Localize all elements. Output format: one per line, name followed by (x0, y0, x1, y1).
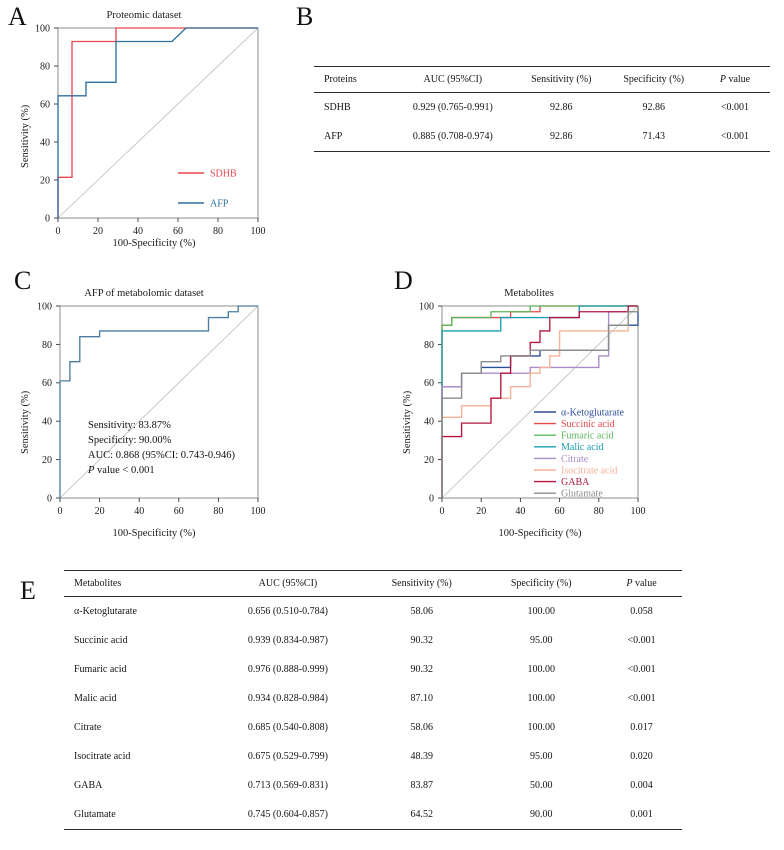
cell-auc: 0.885 (0.708-0.974) (412, 131, 493, 142)
cell-specificity: 100.00 (527, 664, 555, 675)
cell-sensitivity: 92.86 (550, 131, 573, 142)
y-axis-tick-label: 40 (40, 137, 50, 149)
x-axis-tick-label: 20 (94, 506, 105, 517)
x-axis-tick-label: 80 (593, 506, 604, 517)
table-row (64, 626, 682, 655)
cell-sensitivity: 90.32 (410, 664, 433, 675)
col-header-specificity: Specificity (%) (510, 578, 572, 589)
cell-p-value: 0.058 (630, 606, 653, 617)
cell-p-value: 0.001 (630, 809, 653, 820)
cell-specificity: 92.86 (642, 102, 665, 113)
cell-metabolite-name: Citrate (74, 722, 102, 733)
y-axis-tick-label: 60 (40, 99, 50, 111)
cell-specificity: 95.00 (529, 751, 553, 762)
y-axis-tick-label: 60 (42, 378, 52, 390)
cell-auc: 0.976 (0.888-0.999) (247, 664, 328, 675)
cell-auc: 0.939 (0.834-0.987) (247, 635, 328, 646)
legend-label-malic-acid: Malic acid (561, 442, 604, 454)
cell-p-value: <0.001 (720, 102, 750, 113)
x-axis-tick-label: 0 (55, 226, 61, 237)
table-header-row (64, 571, 682, 597)
panel-c-roc-chart (14, 286, 274, 546)
cell-sensitivity: 92.86 (550, 102, 573, 113)
cell-metabolite-name: Isocitrate acid (74, 751, 131, 762)
cell-specificity: 100.00 (527, 693, 555, 704)
col-header-sensitivity: Sensitivity (%) (531, 74, 592, 85)
panel-c-annotation-line: Sensitivity: 83.87% (88, 420, 171, 431)
table-row (64, 713, 682, 742)
x-axis-tick-label: 60 (173, 226, 183, 237)
table-bottom-rule (314, 152, 770, 153)
cell-sensitivity: 83.87 (410, 780, 433, 791)
y-axis-tick-label: 0 (47, 493, 52, 505)
cell-sensitivity: 64.52 (410, 809, 433, 820)
cell-sensitivity: 90.32 (410, 635, 433, 646)
panel-a-svg (14, 8, 274, 258)
table-row (64, 800, 682, 830)
table-row (64, 771, 682, 800)
x-axis-tick-label: 40 (515, 506, 526, 517)
panel-d-y-axis-label: Sensitivity (%) (402, 390, 413, 454)
cell-specificity: 50.00 (529, 780, 553, 791)
table-header-row (314, 67, 770, 93)
legend-label-gaba: GABA (561, 477, 590, 488)
cell-specificity: 71.43 (642, 131, 665, 142)
panel-c-y-axis-label: Sensitivity (%) (20, 390, 31, 454)
cell-specificity: 100.00 (527, 606, 555, 617)
table-row (64, 684, 682, 713)
col-header-p-value: P value (719, 74, 751, 85)
col-header-auc: AUC (95%CI) (258, 578, 318, 589)
cell-auc: 0.675 (0.529-0.799) (247, 751, 328, 762)
panel-c-annotation-line: Specificity: 90.00% (88, 435, 172, 446)
reference-diagonal (58, 28, 258, 218)
table-row (64, 655, 682, 684)
panel-d-title: Metabolites (504, 288, 554, 299)
legend-label-sdhb: SDHB (210, 168, 237, 180)
panel-d-svg (394, 286, 664, 546)
panel-letter-a: A (8, 2, 27, 31)
x-axis-tick-label: 40 (134, 506, 145, 517)
x-axis-tick-label: 60 (554, 506, 565, 517)
cell-metabolite-name: Fumaric acid (74, 664, 127, 675)
legend-label-afp: AFP (210, 198, 229, 210)
cell-auc: 0.656 (0.510-0.784) (247, 606, 328, 617)
panel-letter-b: B (296, 2, 314, 31)
cell-sensitivity: 58.06 (410, 722, 433, 733)
y-axis-tick-label: 100 (419, 301, 434, 313)
cell-p-value: 0.017 (630, 722, 653, 733)
panel-d-x-axis-label: 100-Specificity (%) (498, 528, 582, 539)
cell-p-value: <0.001 (627, 664, 656, 675)
cell-auc: 0.934 (0.828-0.984) (247, 693, 328, 704)
cell-protein-name: AFP (324, 131, 343, 142)
panel-a-x-axis-label: 100-Specificity (%) (112, 238, 196, 249)
y-axis-tick-label: 20 (42, 455, 52, 466)
x-axis-tick-label: 0 (57, 506, 63, 517)
cell-specificity: 90.00 (529, 809, 553, 820)
cell-specificity: 100.00 (527, 722, 555, 733)
x-axis-tick-label: 60 (173, 506, 184, 517)
x-axis-tick-label: 40 (133, 226, 143, 237)
legend-label-citrate: Citrate (561, 453, 589, 465)
y-axis-tick-label: 20 (40, 175, 50, 187)
legend-label-succinic-acid: Succinic acid (561, 419, 615, 430)
y-axis-tick-label: 80 (42, 339, 52, 351)
cell-sensitivity: 48.39 (410, 751, 433, 762)
y-axis-tick-label: 60 (424, 378, 434, 390)
y-axis-tick-label: 80 (40, 61, 50, 73)
panel-letter-c: C (14, 266, 32, 295)
table-row (314, 93, 770, 123)
panel-d-roc-chart (394, 286, 664, 546)
panel-a-roc-chart (14, 8, 274, 258)
cell-metabolite-name: GABA (74, 780, 103, 791)
y-axis-tick-label: 40 (42, 416, 52, 428)
x-axis-tick-label: 0 (439, 506, 445, 517)
col-header-proteins: Proteins (324, 74, 357, 85)
x-axis-tick-label: 100 (630, 506, 646, 517)
y-axis-tick-label: 0 (429, 493, 434, 505)
panel-b-table (314, 66, 770, 152)
panel-e-table-body (64, 597, 682, 830)
legend-label-fumaric-acid: Fumaric acid (561, 430, 614, 442)
panel-a-title: Proteomic dataset (106, 10, 182, 21)
panel-c-svg (14, 286, 274, 546)
col-header-sensitivity: Sensitivity (%) (391, 578, 452, 589)
panel-c-annotation-line: AUC: 0.868 (95%CI: 0.743-0.946) (88, 450, 235, 461)
cell-auc: 0.929 (0.765-0.991) (412, 102, 493, 113)
x-axis-tick-label: 20 (476, 506, 487, 517)
cell-specificity: 95.00 (529, 635, 553, 646)
legend-label-isocitrate-acid: Isocitrate acid (561, 465, 618, 477)
cell-auc: 0.745 (0.604-0.857) (247, 809, 328, 820)
panel-c-x-axis-label: 100-Specificity (%) (112, 528, 196, 539)
x-axis-tick-label: 100 (250, 506, 266, 517)
table-bottom-rule (64, 830, 682, 831)
cell-p-value: <0.001 (720, 131, 750, 142)
panel-e-table (64, 570, 682, 830)
panel-c-title: AFP of metabolomic dataset (84, 288, 204, 299)
col-header-auc: AUC (95%CI) (423, 74, 483, 85)
legend-label-ketoglutarate: α-Ketoglutarate (561, 407, 624, 419)
table-row (64, 597, 682, 627)
panel-a-y-axis-label: Sensitivity (%) (20, 104, 31, 168)
x-axis-tick-label: 100 (250, 226, 266, 237)
cell-p-value: <0.001 (627, 693, 656, 704)
cell-auc: 0.685 (0.540-0.808) (247, 722, 328, 733)
y-axis-tick-label: 100 (35, 23, 50, 35)
y-axis-tick-label: 100 (37, 301, 52, 313)
table-row (64, 742, 682, 771)
cell-sensitivity: 87.10 (410, 693, 433, 704)
cell-protein-name: SDHB (324, 102, 351, 113)
panel-b-table-body (314, 93, 770, 152)
cell-metabolite-name: Malic acid (74, 693, 117, 704)
col-header-specificity: Specificity (%) (623, 74, 685, 85)
cell-p-value: 0.004 (630, 780, 653, 791)
x-axis-tick-label: 20 (93, 226, 103, 237)
cell-auc: 0.713 (0.569-0.831) (247, 780, 328, 791)
cell-metabolite-name: Succinic acid (74, 635, 128, 646)
x-axis-tick-label: 80 (213, 506, 224, 517)
x-axis-tick-label: 80 (213, 226, 223, 237)
y-axis-tick-label: 80 (424, 339, 434, 351)
y-axis-tick-label: 40 (424, 416, 434, 428)
y-axis-tick-label: 0 (45, 213, 50, 225)
panel-letter-e: E (20, 576, 36, 605)
cell-metabolite-name: Glutamate (74, 809, 116, 820)
cell-sensitivity: 58.06 (410, 606, 433, 617)
cell-p-value: 0.020 (630, 751, 653, 762)
panel-letter-d: D (394, 266, 413, 295)
legend-label-glutamate: Glutamate (561, 488, 603, 500)
cell-metabolite-name: α-Ketoglutarate (74, 606, 137, 617)
panel-c-annotation-p-value: P value < 0.001 (88, 465, 155, 476)
cell-p-value: <0.001 (627, 635, 656, 646)
table-row (314, 122, 770, 152)
col-header-p-value: P value (626, 578, 657, 589)
col-header-metabolites: Metabolites (74, 578, 122, 589)
y-axis-tick-label: 20 (424, 455, 434, 466)
